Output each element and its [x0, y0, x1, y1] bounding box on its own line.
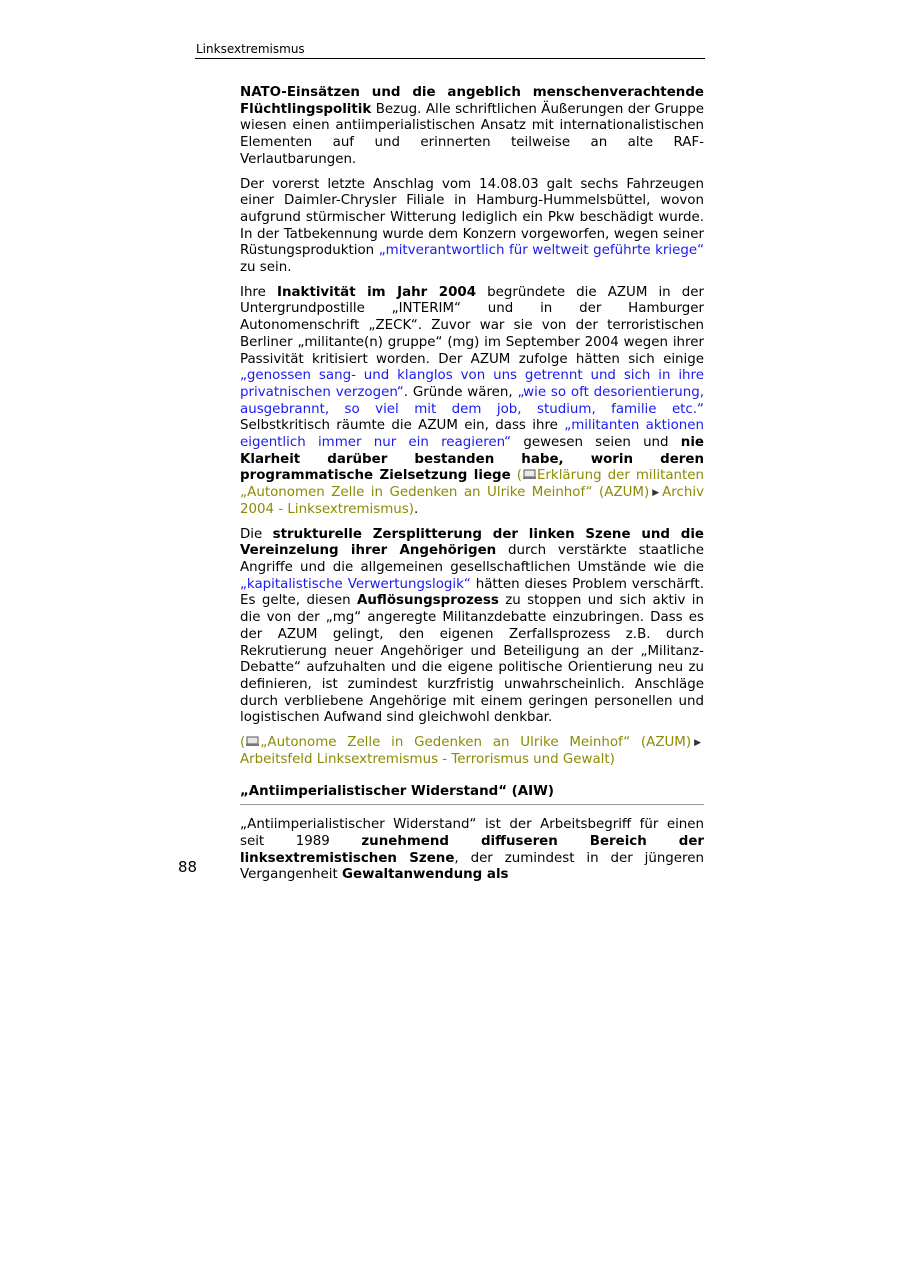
section-heading: „Antiimperialistischer Widerstand“ (AIW) — [240, 784, 704, 805]
paragraph-2: Der vorerst letzte Anschlag vom 14.08.03 galt sechs Fahrzeugen einer Daimler-Chrysler Filiale in Hamburg-Hummelsbüttel, wovon aufgrund stürmischer Witterung lediglich ein Pkw beschädigt wurde. In der Tatbekennung wurde dem Konzern vorgeworfen, wegen seiner Rüstungsproduktion „mitverantwortlich für weltweit geführte kriege“ zu sein. — [240, 176, 705, 276]
reference-link[interactable]: Erklärung der militanten „Autonomen Zelle in Gedenken an Ulrike Meinhof“ (AZUM) — [240, 468, 704, 501]
paragraph-1: NATO-Einsätzen und die angeblich menschenverachtende Flüchtlingspolitik Bezug. Alle schriftlichen Äußerungen der Gruppe wiesen einen antiimperialistischen Ansatz mit internationalistischen Elementen auf und erinnerten teilweise an alte RAF-Verlautbarungen. — [240, 85, 704, 167]
quote: „kapitalistische Verwertungslogik“ — [240, 576, 471, 592]
page-number: 88 — [178, 858, 198, 876]
paragraph-3: Ihre Inaktivität im Jahr 2004 begründete die AZUM in der Untergrundpostille „INTERIM“ und in der Hamburger Autonomenschrift „ZECK“. Zuvor war sie von der terroristischen Berliner „militante(n) gruppe“ (mg) im September 2004 wegen ihrer Passivität kritisiert worden. Der AZUM zufolge hätten sich einige „genossen sang- und klanglos von uns getrennt und sich in ihre privatnischen verzogen“. Gründe wären, „wie so oft desorientierung, ausgebrannt, so viel mit dem job, studium, familie etc.“ Selbstkritisch räumte die AZUM ein, dass ihre „militanten aktionen eigentlich immer nur ein reagieren“ gewesen seien und nie Klarheit darüber bestanden habe, worin deren programmatische Zielsetzung liege ( Erklärung der militanten „Autonomen Zelle in Gedenken an Ulrike Meinhof“ (AZUM) ▶ Archiv 2004 - Linksextremismus). — [240, 284, 705, 517]
quote: „mitverantwortlich für weltweit geführte kriege“ — [378, 243, 705, 259]
reference-link[interactable]: Archiv 2004 - Linksextremismus — [240, 485, 704, 517]
header-rule — [195, 58, 705, 59]
triangle-right-icon: ▶ — [652, 488, 660, 499]
reference-link[interactable]: Arbeitsfeld Linksextremismus - Terrorismus und Gewalt — [240, 751, 610, 767]
running-header: Linksextremismus — [196, 42, 305, 56]
quote: „militanten aktionen eigentlich immer nur ein reagieren“ — [240, 418, 705, 451]
book-icon — [523, 469, 536, 480]
paragraph-4: Die strukturelle Zersplitterung der linken Szene und die Vereinzelung ihrer Angehörigen durch verstärkte staatliche Angriffe und die allgemeinen gesellschaftlichen Umstände wie die „kapitalistische Verwertungslogik“ hätten dieses Problem verschärft. Es gelte, diesen Auflösungsprozess zu stoppen und sich aktiv in die von der „mg“ angeregte Militanzdebatte einzubringen. Dass es der AZUM gelingt, den eigenen Zerfallsprozess z.B. durch Rekrutierung neuer Angehöriger und Beteiligung an der „Militanz-Debatte“ aufzuhalten und die eigene politische Orientierung neu zu definieren, ist zumindest kurzfristig unwahrscheinlich. Anschläge durch verbliebene Angehörige mit einem geringen personellen und logistischen Aufwand sind gleichwohl denkbar. — [240, 526, 704, 726]
quote: „wie so oft desorientierung, ausgebrannt, so viel mit dem job, studium, familie etc.“ — [240, 384, 704, 417]
triangle-right-icon: ▶ — [694, 738, 701, 749]
quote: „genossen sang- und klanglos von uns getrennt und sich in ihre privatnischen verzogen“ — [240, 368, 704, 400]
main-text — [240, 85, 704, 892]
book-icon — [246, 736, 259, 747]
paragraph-5-references: ( „Autonome Zelle in Gedenken an Ulrike Meinhof“ (AZUM) ▶Arbeitsfeld Linksextremismus - Terrorismus und Gewalt) — [240, 735, 701, 767]
paragraph-6: „Antiimperialistischer Widerstand“ ist der Arbeitsbegriff für einen seit 1989 zunehmend diffuseren Bereich der linksextremistischen Szene, der zumindest in der jüngeren Vergangenheit Gewaltanwendung als — [240, 817, 705, 883]
reference-link[interactable]: „Autonome Zelle in Gedenken an Ulrike Meinhof“ (AZUM) — [260, 735, 692, 751]
